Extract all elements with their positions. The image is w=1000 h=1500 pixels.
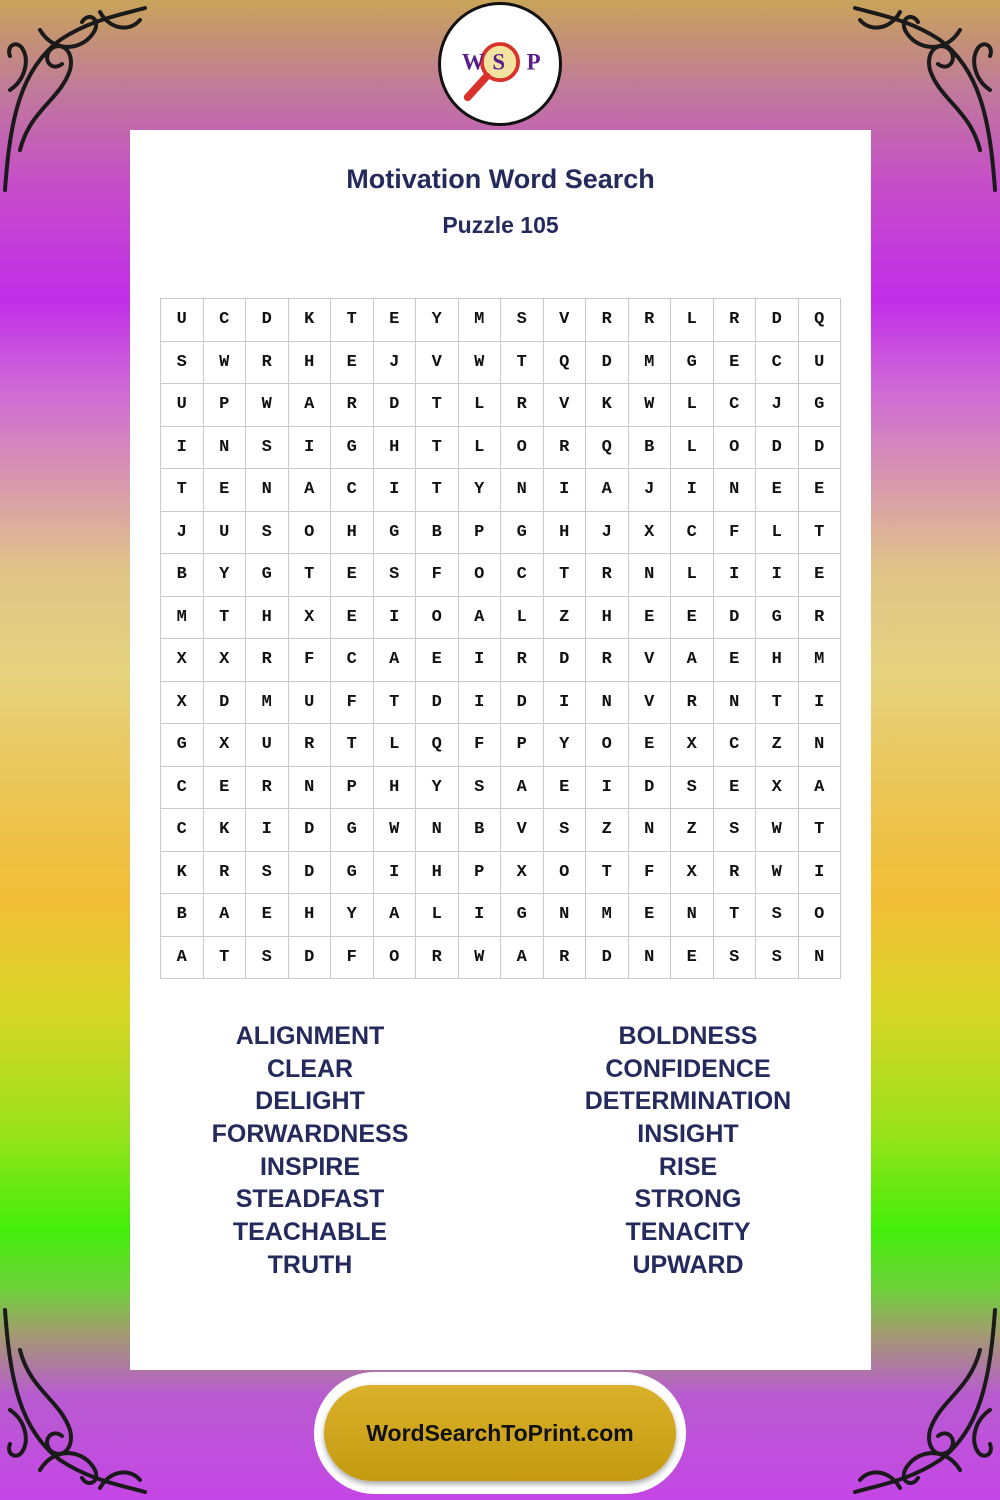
grid-cell[interactable]: L (671, 427, 714, 470)
grid-cell[interactable]: H (544, 512, 587, 555)
grid-cell[interactable]: G (161, 724, 204, 767)
grid-cell[interactable]: S (374, 554, 417, 597)
grid-cell[interactable]: O (289, 512, 332, 555)
grid-cell[interactable]: T (586, 852, 629, 895)
grid-cell[interactable]: K (161, 852, 204, 895)
grid-cell[interactable]: T (331, 299, 374, 342)
grid-cell[interactable]: V (544, 299, 587, 342)
grid-cell[interactable]: O (501, 427, 544, 470)
grid-cell[interactable]: I (544, 682, 587, 725)
word-item: INSPIRE (259, 1152, 361, 1181)
grid-cell[interactable]: I (799, 852, 842, 895)
grid-cell[interactable]: S (756, 894, 799, 937)
grid-cell[interactable]: L (416, 894, 459, 937)
grid-cell[interactable]: N (246, 469, 289, 512)
corner-ornament-bottom-right (850, 1300, 1000, 1500)
grid-cell[interactable]: W (459, 937, 502, 980)
grid-cell[interactable]: L (671, 299, 714, 342)
grid-cell[interactable]: D (289, 852, 332, 895)
word-item: TEACHABLE (232, 1218, 388, 1247)
grid-cell[interactable]: C (714, 384, 757, 427)
grid-cell[interactable]: D (756, 427, 799, 470)
page-title: Motivation Word Search (346, 164, 655, 194)
grid-cell[interactable]: X (671, 852, 714, 895)
grid-cell[interactable]: G (374, 512, 417, 555)
grid-cell[interactable]: C (161, 809, 204, 852)
grid-cell[interactable]: O (544, 852, 587, 895)
grid-cell[interactable]: Y (544, 724, 587, 767)
grid-cell[interactable]: Q (586, 427, 629, 470)
grid-cell[interactable]: O (459, 554, 502, 597)
grid-cell[interactable]: Q (544, 342, 587, 385)
grid-cell[interactable]: M (629, 342, 672, 385)
grid-cell[interactable]: L (756, 512, 799, 555)
grid-cell[interactable]: A (204, 894, 247, 937)
grid-cell[interactable]: R (544, 937, 587, 980)
grid-cell[interactable]: A (586, 469, 629, 512)
word-item: FORWARDNESS (211, 1120, 409, 1149)
grid-cell[interactable]: E (671, 597, 714, 640)
grid-cell[interactable]: G (246, 554, 289, 597)
grid-cell[interactable]: I (586, 767, 629, 810)
grid-cell[interactable]: E (331, 554, 374, 597)
grid-cell[interactable]: X (501, 852, 544, 895)
grid-cell[interactable]: O (416, 597, 459, 640)
grid-cell[interactable]: I (459, 894, 502, 937)
grid-cell[interactable]: C (501, 554, 544, 597)
grid-cell[interactable]: I (756, 554, 799, 597)
grid-cell[interactable]: E (246, 894, 289, 937)
grid-cell[interactable]: R (629, 299, 672, 342)
grid-cell[interactable]: O (714, 427, 757, 470)
grid-cell[interactable]: T (416, 427, 459, 470)
grid-cell[interactable]: I (289, 427, 332, 470)
grid-cell[interactable]: X (204, 639, 247, 682)
grid-cell[interactable]: M (799, 639, 842, 682)
grid-cell[interactable]: T (204, 937, 247, 980)
grid-cell[interactable]: I (714, 554, 757, 597)
grid-cell[interactable]: B (629, 427, 672, 470)
grid-cell[interactable]: W (629, 384, 672, 427)
grid-cell[interactable]: J (629, 469, 672, 512)
grid-cell[interactable]: S (246, 427, 289, 470)
grid-cell[interactable]: I (671, 469, 714, 512)
grid-cell[interactable]: Q (799, 299, 842, 342)
grid-cell[interactable]: H (289, 342, 332, 385)
grid-cell[interactable]: V (501, 809, 544, 852)
grid-cell[interactable]: J (161, 512, 204, 555)
grid-cell[interactable]: E (714, 639, 757, 682)
grid-cell[interactable]: S (544, 809, 587, 852)
grid-cell[interactable]: N (799, 724, 842, 767)
grid-cell[interactable]: V (416, 342, 459, 385)
grid-cell[interactable]: C (331, 469, 374, 512)
grid-cell[interactable]: E (714, 342, 757, 385)
grid-cell[interactable]: N (501, 469, 544, 512)
grid-cell[interactable]: A (289, 469, 332, 512)
word-item: TENACITY (625, 1218, 751, 1247)
grid-cell[interactable]: T (416, 384, 459, 427)
grid-cell[interactable]: F (459, 724, 502, 767)
grid-cell[interactable]: X (629, 512, 672, 555)
grid-cell[interactable]: P (459, 512, 502, 555)
grid-cell[interactable]: N (714, 469, 757, 512)
grid-cell[interactable]: Y (416, 767, 459, 810)
grid-cell[interactable]: W (204, 342, 247, 385)
grid-cell[interactable]: H (246, 597, 289, 640)
grid-cell[interactable]: N (204, 427, 247, 470)
grid-cell[interactable]: L (459, 384, 502, 427)
site-link-button[interactable]: WordSearchToPrint.com (324, 1385, 676, 1481)
grid-cell[interactable]: F (416, 554, 459, 597)
grid-cell[interactable]: W (756, 809, 799, 852)
word-item: INSIGHT (637, 1120, 739, 1149)
grid-cell[interactable]: D (756, 299, 799, 342)
grid-cell[interactable]: S (246, 852, 289, 895)
grid-cell[interactable]: A (501, 767, 544, 810)
grid-cell[interactable]: M (161, 597, 204, 640)
word-item: BOLDNESS (618, 1022, 758, 1050)
grid-cell[interactable]: E (331, 342, 374, 385)
letter-grid (160, 298, 841, 979)
grid-cell[interactable]: T (756, 682, 799, 725)
word-item: DELIGHT (255, 1087, 365, 1116)
grid-cell[interactable]: X (289, 597, 332, 640)
grid-cell[interactable]: O (586, 724, 629, 767)
word-item: TRUTH (267, 1250, 353, 1279)
grid-cell[interactable]: F (331, 937, 374, 980)
grid-cell[interactable]: S (714, 937, 757, 980)
grid-cell[interactable]: S (671, 767, 714, 810)
grid-cell[interactable]: R (586, 554, 629, 597)
grid-cell[interactable]: R (714, 852, 757, 895)
grid-cell[interactable]: V (629, 639, 672, 682)
grid-cell[interactable]: Z (756, 724, 799, 767)
grid-cell[interactable]: H (374, 767, 417, 810)
grid-cell[interactable]: W (459, 342, 502, 385)
grid-cell[interactable]: L (374, 724, 417, 767)
grid-cell[interactable]: D (799, 427, 842, 470)
grid-cell[interactable]: S (459, 767, 502, 810)
grid-cell[interactable]: H (331, 512, 374, 555)
grid-cell[interactable]: O (374, 937, 417, 980)
grid-cell[interactable]: J (756, 384, 799, 427)
grid-cell[interactable]: E (714, 767, 757, 810)
grid-cell[interactable]: P (501, 724, 544, 767)
grid-cell[interactable]: C (714, 724, 757, 767)
grid-cell[interactable]: M (246, 682, 289, 725)
grid-cell[interactable]: T (161, 469, 204, 512)
grid-cell[interactable]: I (544, 469, 587, 512)
grid-cell[interactable]: R (289, 724, 332, 767)
grid-cell[interactable]: I (161, 427, 204, 470)
grid-cell[interactable]: K (289, 299, 332, 342)
grid-cell[interactable]: V (544, 384, 587, 427)
corner-ornament-top-right (850, 0, 1000, 200)
grid-cell[interactable]: G (331, 809, 374, 852)
grid-cell[interactable]: R (586, 299, 629, 342)
grid-cell[interactable]: S (161, 342, 204, 385)
puzzle-panel (130, 130, 871, 1370)
grid-cell[interactable]: D (586, 937, 629, 980)
grid-cell[interactable]: H (416, 852, 459, 895)
grid-cell[interactable]: D (374, 384, 417, 427)
grid-cell[interactable]: F (629, 852, 672, 895)
grid-cell[interactable]: C (756, 342, 799, 385)
grid-cell[interactable]: B (416, 512, 459, 555)
grid-cell[interactable]: W (246, 384, 289, 427)
grid-cell[interactable]: T (289, 554, 332, 597)
grid-cell[interactable]: C (331, 639, 374, 682)
grid-cell[interactable]: I (459, 682, 502, 725)
grid-cell[interactable]: N (714, 682, 757, 725)
grid-cell[interactable]: X (756, 767, 799, 810)
grid-cell[interactable]: U (246, 724, 289, 767)
grid-cell[interactable]: I (799, 682, 842, 725)
grid-cell[interactable]: N (671, 894, 714, 937)
grid-cell[interactable]: N (586, 682, 629, 725)
grid-cell[interactable]: G (501, 512, 544, 555)
logo-letter-p: P (526, 49, 541, 75)
grid-cell[interactable]: N (416, 809, 459, 852)
grid-cell[interactable]: N (629, 809, 672, 852)
grid-cell[interactable]: Z (671, 809, 714, 852)
grid-cell[interactable]: E (756, 469, 799, 512)
grid-cell[interactable]: F (289, 639, 332, 682)
grid-cell[interactable]: L (671, 554, 714, 597)
grid-cell[interactable]: A (799, 767, 842, 810)
grid-cell[interactable]: T (799, 809, 842, 852)
grid-cell[interactable]: S (501, 299, 544, 342)
grid-cell[interactable]: G (756, 597, 799, 640)
logo-letter-w: W (461, 49, 485, 75)
grid-cell[interactable]: S (246, 512, 289, 555)
grid-cell[interactable]: M (459, 299, 502, 342)
grid-cell[interactable]: Z (544, 597, 587, 640)
grid-cell[interactable]: L (459, 427, 502, 470)
grid-cell[interactable]: R (331, 384, 374, 427)
grid-cell[interactable]: R (799, 597, 842, 640)
grid-cell[interactable]: E (799, 554, 842, 597)
grid-cell[interactable]: R (246, 639, 289, 682)
grid-cell[interactable]: G (331, 852, 374, 895)
grid-cell[interactable]: N (629, 937, 672, 980)
grid-cell[interactable]: F (714, 512, 757, 555)
grid-cell[interactable]: R (714, 299, 757, 342)
grid-cell[interactable]: L (501, 597, 544, 640)
grid-cell[interactable]: D (416, 682, 459, 725)
grid-cell[interactable]: E (629, 597, 672, 640)
word-item: UPWARD (632, 1250, 744, 1279)
grid-cell[interactable]: R (671, 682, 714, 725)
grid-cell[interactable]: G (331, 427, 374, 470)
corner-ornament-top-left (0, 0, 150, 200)
word-item: CLEAR (266, 1054, 354, 1083)
grid-cell[interactable]: T (544, 554, 587, 597)
grid-cell[interactable]: S (756, 937, 799, 980)
grid-cell[interactable]: E (374, 299, 417, 342)
grid-cell[interactable]: G (799, 384, 842, 427)
grid-cell[interactable]: H (756, 639, 799, 682)
grid-cell[interactable]: U (161, 384, 204, 427)
grid-cell[interactable]: T (416, 469, 459, 512)
wsp-logo[interactable] (438, 2, 562, 126)
grid-cell[interactable]: E (671, 937, 714, 980)
grid-cell[interactable]: T (204, 597, 247, 640)
grid-cell[interactable]: H (586, 597, 629, 640)
grid-cell[interactable]: Y (204, 554, 247, 597)
grid-cell[interactable]: D (544, 639, 587, 682)
grid-cell[interactable]: S (714, 809, 757, 852)
grid-cell[interactable]: I (374, 597, 417, 640)
grid-cell[interactable]: F (331, 682, 374, 725)
grid-cell[interactable]: H (289, 894, 332, 937)
grid-cell[interactable]: U (161, 299, 204, 342)
grid-cell[interactable]: R (501, 639, 544, 682)
grid-cell[interactable]: C (204, 299, 247, 342)
grid-cell[interactable]: N (289, 767, 332, 810)
grid-cell[interactable]: U (799, 342, 842, 385)
grid-cell[interactable]: D (501, 682, 544, 725)
grid-cell[interactable]: D (629, 767, 672, 810)
grid-cell[interactable]: N (544, 894, 587, 937)
grid-cell[interactable]: I (374, 852, 417, 895)
grid-cell[interactable]: R (416, 937, 459, 980)
puzzle-number: Puzzle 105 (442, 212, 559, 238)
grid-cell[interactable]: K (204, 809, 247, 852)
grid-cell[interactable]: J (374, 342, 417, 385)
grid-cell[interactable]: T (374, 682, 417, 725)
grid-cell[interactable]: P (459, 852, 502, 895)
grid-cell[interactable]: R (246, 767, 289, 810)
grid-cell[interactable]: X (161, 682, 204, 725)
grid-cell[interactable]: A (161, 937, 204, 980)
grid-cell[interactable]: C (671, 512, 714, 555)
grid-cell[interactable]: I (374, 469, 417, 512)
grid-cell[interactable]: N (799, 937, 842, 980)
grid-cell[interactable]: D (586, 342, 629, 385)
grid-cell[interactable]: E (544, 767, 587, 810)
grid-cell[interactable]: A (459, 597, 502, 640)
grid-cell[interactable]: A (374, 894, 417, 937)
grid-cell[interactable]: E (204, 469, 247, 512)
grid-cell[interactable]: A (374, 639, 417, 682)
grid-cell[interactable]: Y (331, 894, 374, 937)
word-item: STRONG (634, 1185, 742, 1214)
grid-cell[interactable]: R (586, 639, 629, 682)
grid-cell[interactable]: E (629, 724, 672, 767)
word-item: CONFIDENCE (605, 1054, 771, 1083)
grid-cell[interactable]: O (799, 894, 842, 937)
grid-cell[interactable]: J (586, 512, 629, 555)
grid-cell[interactable]: X (204, 724, 247, 767)
grid-cell[interactable]: R (501, 384, 544, 427)
grid-cell[interactable]: S (246, 937, 289, 980)
grid-cell[interactable]: I (459, 639, 502, 682)
word-item: DETERMINATION (584, 1087, 792, 1116)
grid-cell[interactable]: A (501, 937, 544, 980)
corner-ornament-bottom-left (0, 1300, 150, 1500)
grid-cell[interactable]: I (246, 809, 289, 852)
grid-cell[interactable]: T (799, 512, 842, 555)
logo-letter-s: S (492, 49, 506, 75)
grid-cell[interactable]: T (714, 894, 757, 937)
grid-cell[interactable]: E (204, 767, 247, 810)
grid-cell[interactable]: R (246, 342, 289, 385)
grid-cell[interactable]: D (289, 809, 332, 852)
grid-cell[interactable]: V (629, 682, 672, 725)
grid-cell[interactable]: E (331, 597, 374, 640)
grid-cell[interactable]: E (629, 894, 672, 937)
grid-cell[interactable]: W (374, 809, 417, 852)
grid-cell[interactable]: Q (416, 724, 459, 767)
grid-cell[interactable]: B (459, 809, 502, 852)
grid-cell[interactable]: A (671, 639, 714, 682)
grid-cell[interactable]: K (586, 384, 629, 427)
grid-cell[interactable]: A (289, 384, 332, 427)
grid-cell[interactable]: B (161, 894, 204, 937)
grid-cell[interactable]: Y (459, 469, 502, 512)
grid-cell[interactable]: T (331, 724, 374, 767)
grid-cell[interactable]: Y (416, 299, 459, 342)
grid-cell[interactable]: G (671, 342, 714, 385)
grid-cell[interactable]: D (204, 682, 247, 725)
grid-cell[interactable]: R (204, 852, 247, 895)
word-list-right (508, 1020, 868, 1282)
grid-cell[interactable]: B (161, 554, 204, 597)
grid-cell[interactable]: P (331, 767, 374, 810)
word-item: ALIGNMENT (235, 1022, 385, 1050)
grid-cell[interactable]: R (544, 427, 587, 470)
grid-cell[interactable]: X (671, 724, 714, 767)
grid-cell[interactable]: P (204, 384, 247, 427)
magnifier-icon (441, 5, 559, 123)
grid-cell[interactable]: U (289, 682, 332, 725)
grid-cell[interactable]: C (161, 767, 204, 810)
grid-cell[interactable]: T (501, 342, 544, 385)
grid-cell[interactable]: H (374, 427, 417, 470)
grid-cell[interactable]: D (246, 299, 289, 342)
grid-cell[interactable]: U (204, 512, 247, 555)
grid-cell[interactable]: D (289, 937, 332, 980)
word-item: STEADFAST (235, 1185, 385, 1214)
grid-cell[interactable]: N (629, 554, 672, 597)
grid-cell[interactable]: M (586, 894, 629, 937)
word-item: RISE (658, 1152, 718, 1181)
grid-cell[interactable]: E (799, 469, 842, 512)
site-link-frame (314, 1372, 686, 1494)
word-list-left (130, 1020, 490, 1282)
grid-cell[interactable]: L (671, 384, 714, 427)
grid-cell[interactable]: Z (586, 809, 629, 852)
grid-cell[interactable]: D (714, 597, 757, 640)
grid-cell[interactable]: E (416, 639, 459, 682)
grid-cell[interactable]: X (161, 639, 204, 682)
grid-cell[interactable]: W (756, 852, 799, 895)
grid-cell[interactable]: G (501, 894, 544, 937)
